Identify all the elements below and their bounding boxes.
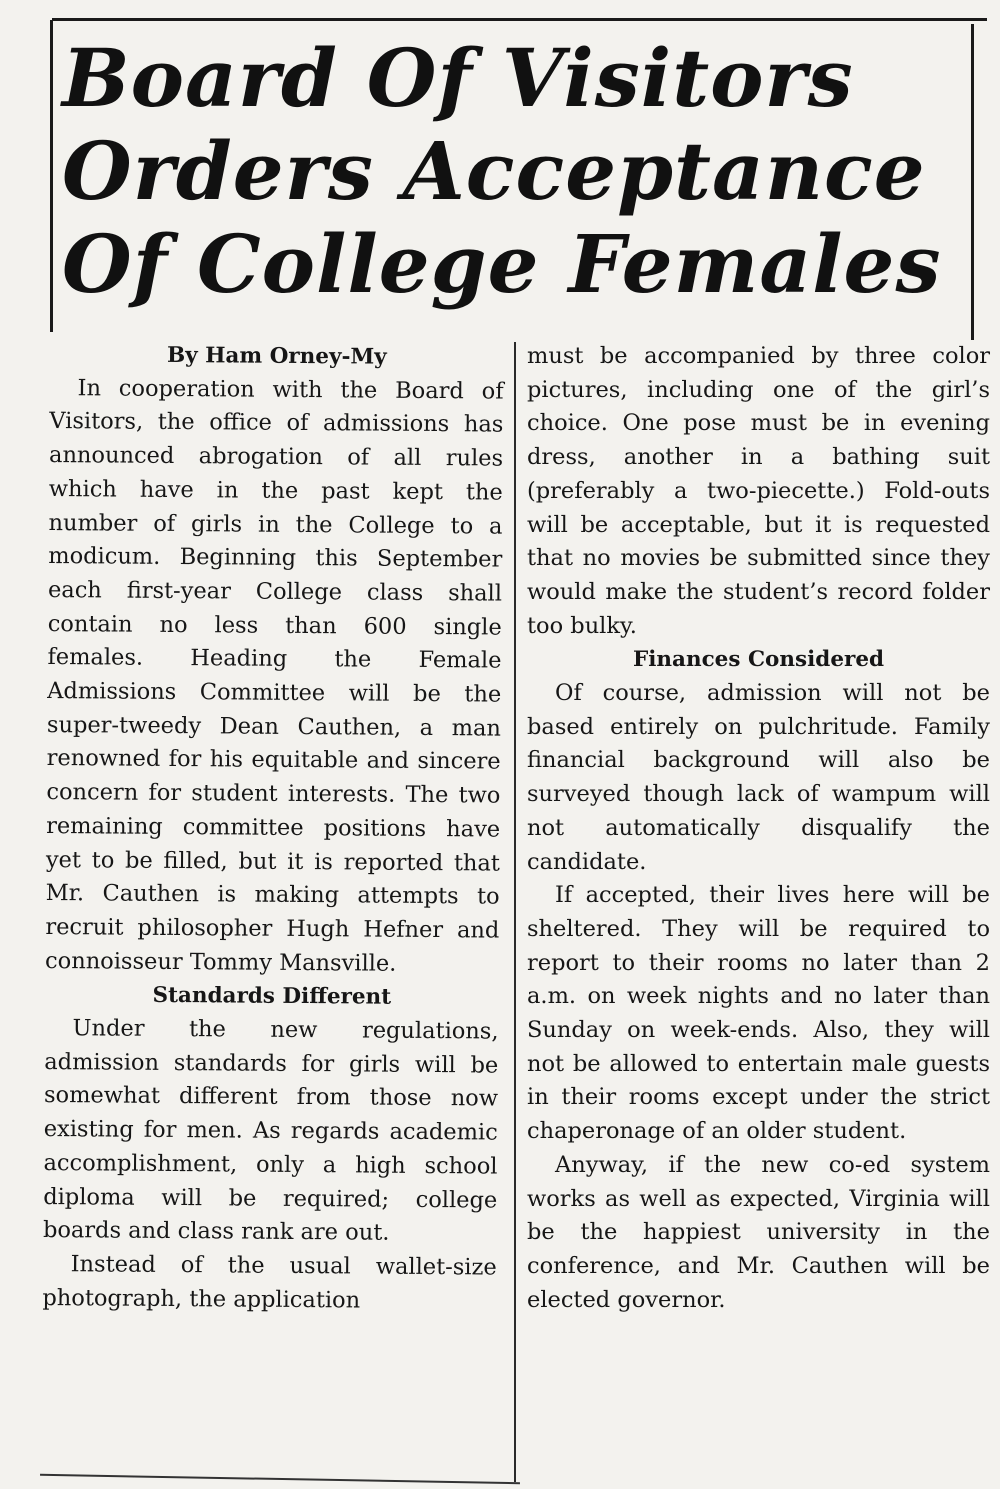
subheading-standards-different: Standards Different	[152, 983, 392, 1011]
paragraph-photograph-continued: must be accompanied by three color pictures, including one of the girl’s choice. One pose must be in evening dress, another in a bathing suit (preferably a two-piecette.) Fold-outs will be acceptable, but it is requested that no movies be submitted since they would make the student’s record folder too bulky.	[527, 343, 990, 639]
headline-line-3: Of College Females	[62, 217, 942, 311]
subheading-finances-considered: Finances Considered	[632, 647, 885, 673]
paragraph-sheltered-lives: If accepted, their lives here will be sheltered. They will be required to report to their rooms no later than 2 a.m. on week nights and no later than Sunday on week-ends. Also, they will not be allowed to entertain male guests in their rooms except under the strict chaperonage of an older student.	[527, 882, 990, 1145]
bottom-edge-rule	[40, 1474, 520, 1484]
paragraph-conclusion: Anyway, if the new co-ed system works as well as expected, Virginia will be the happiest university in the conference, and Mr. Cauthen will be elected governor.	[527, 1151, 990, 1313]
article-column-right	[527, 340, 990, 1317]
paragraph-finances: Of course, admission will not be based entirely on pulchritude. Family financial background will also be surveyed though lack of wampum will not automatically disqualify the candidate.	[527, 680, 990, 875]
article-column-left	[42, 338, 504, 1319]
byline: By Ham Orney-My	[166, 342, 387, 370]
paragraph-intro: In cooperation with the Board of Visitors, the office of admissions has announced abrogation of all rules which have in the past kept the number of girls in the College to a modicum. Beginning this September each first-year College class shall contain no less than 600 single females. Heading the Female Admissions Committee will be the super-tweedy Dean Cauthen, a man renowned for his equitable and sincere concern for student interests. The two remaining committee positions have yet to be filled, but it is reported that Mr. Cauthen is making attempts to recruit philosopher Hugh Hefner and connoisseur Tommy Mansville.	[45, 374, 504, 977]
paragraph-photograph-start: Instead of the usual wallet-size photograph, the application	[42, 1251, 497, 1314]
paragraph-regulations: Under the new regulations, admission standards for girls will be somewhat different from those now existing for men. As regards academic accomplishment, only a high school diploma will be required; college boards and class rank are out.	[42, 1015, 499, 1246]
left-border-rule	[50, 20, 53, 332]
headline-line-2: Orders Acceptance	[62, 124, 926, 218]
headline-line-1: Board Of Visitors	[62, 31, 854, 125]
headline	[62, 32, 967, 311]
top-border-rule	[52, 18, 987, 21]
column-divider-rule	[514, 342, 516, 1482]
right-border-rule	[971, 24, 974, 340]
